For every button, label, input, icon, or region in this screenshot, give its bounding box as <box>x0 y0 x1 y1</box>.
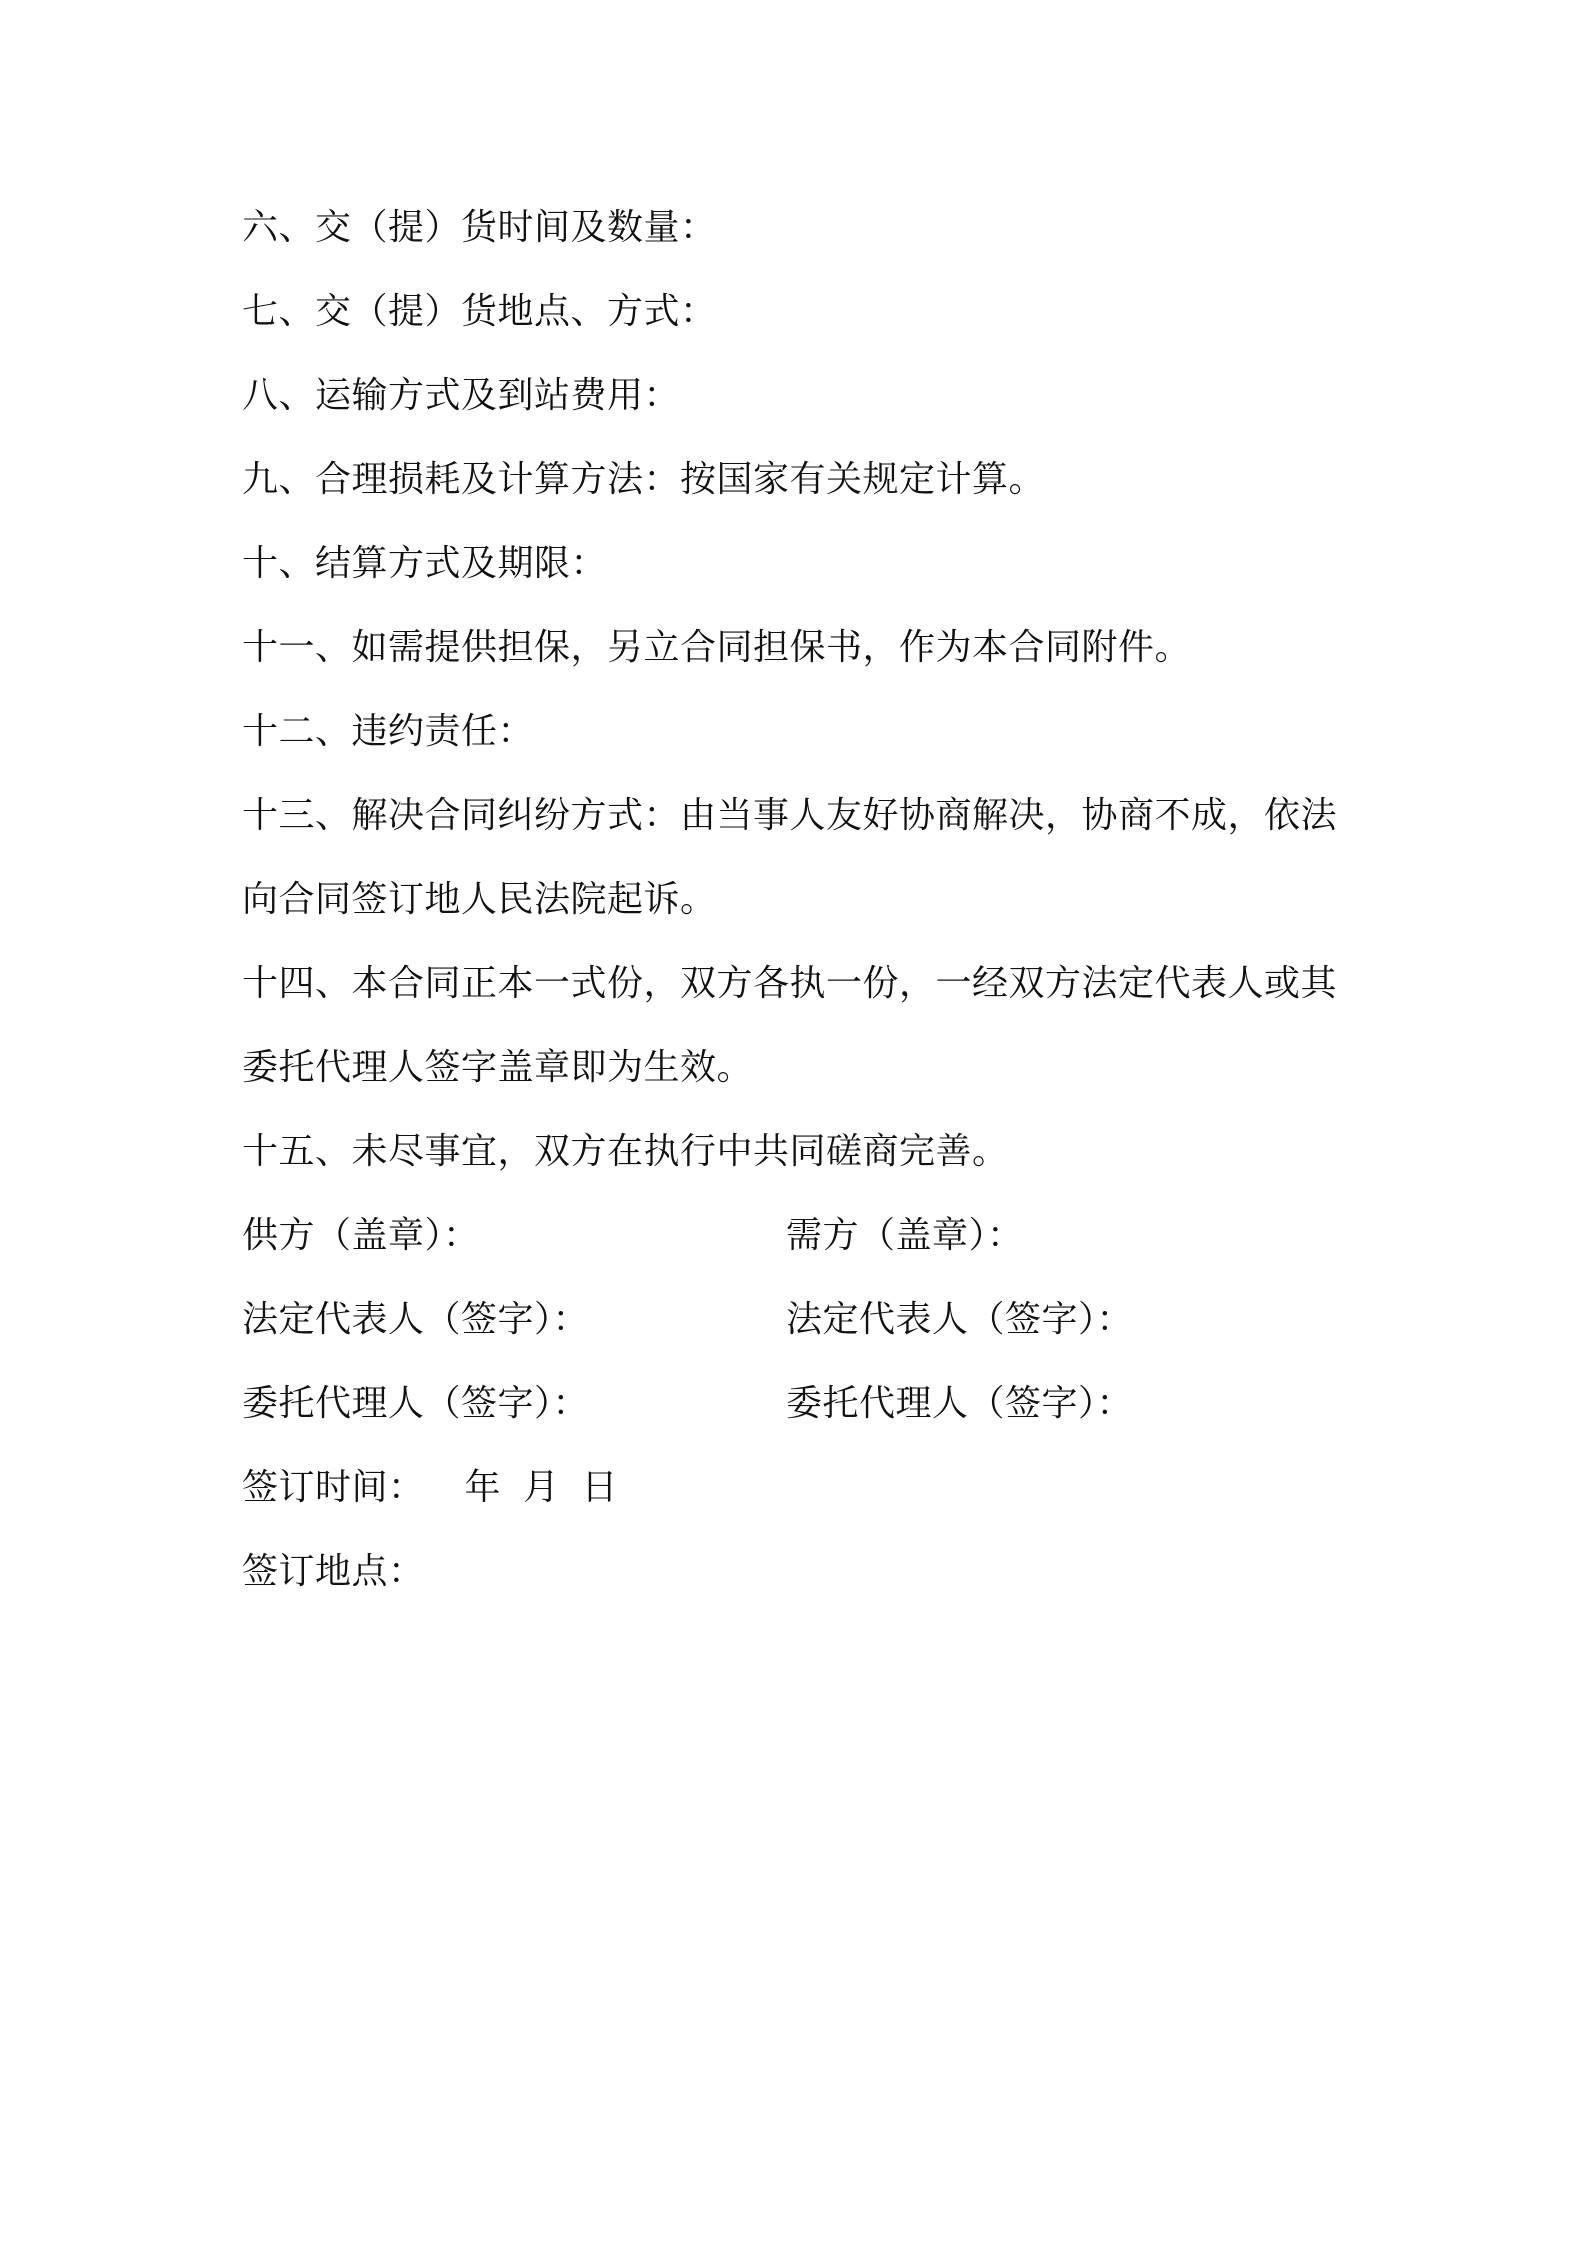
clause-10: 十、结算方式及期限： <box>242 543 608 584</box>
clause-14-line-2: 委托代理人签字盖章即为生效。 <box>242 1047 754 1088</box>
signing-time-label: 签订时间： <box>242 1467 425 1508</box>
clause-8: 八、运输方式及到站费用： <box>242 375 681 416</box>
signing-day-label: 日 <box>581 1467 619 1508</box>
clause-12: 十二、违约责任： <box>242 711 535 752</box>
signing-time-row <box>242 1464 618 1512</box>
clause-11: 十一、如需提供担保，另立合同担保书，作为本合同附件。 <box>242 627 1192 668</box>
buyer-seal-label: 需方（盖章）： <box>786 1215 1024 1256</box>
supplier-legal-rep-label: 法定代表人（签字）： <box>242 1299 590 1340</box>
clause-6: 六、交（提）货时间及数量： <box>242 207 717 248</box>
clause-14-line-1: 十四、本合同正本一式份，双方各执一份，一经双方法定代表人或其 <box>242 963 1338 1004</box>
clause-7: 七、交（提）货地点、方式： <box>242 291 717 332</box>
supplier-seal-label: 供方（盖章）： <box>242 1215 480 1256</box>
signing-month-label: 月 <box>523 1467 560 1508</box>
signing-year-label: 年 <box>464 1467 502 1508</box>
clause-13-line-1: 十三、解决合同纠纷方式：由当事人友好协商解决，协商不成，依法 <box>242 795 1338 836</box>
supplier-agent-label: 委托代理人（签字）： <box>242 1383 590 1424</box>
clause-9: 九、合理损耗及计算方法：按国家有关规定计算。 <box>242 459 1046 500</box>
buyer-legal-rep-label: 法定代表人（签字）： <box>786 1299 1134 1340</box>
buyer-agent-label: 委托代理人（签字）： <box>786 1383 1134 1424</box>
clause-15: 十五、未尽事宜，双方在执行中共同磋商完善。 <box>242 1131 1009 1172</box>
clause-13-line-2: 向合同签订地人民法院起诉。 <box>242 879 717 920</box>
signing-place-label: 签订地点： <box>242 1551 425 1592</box>
